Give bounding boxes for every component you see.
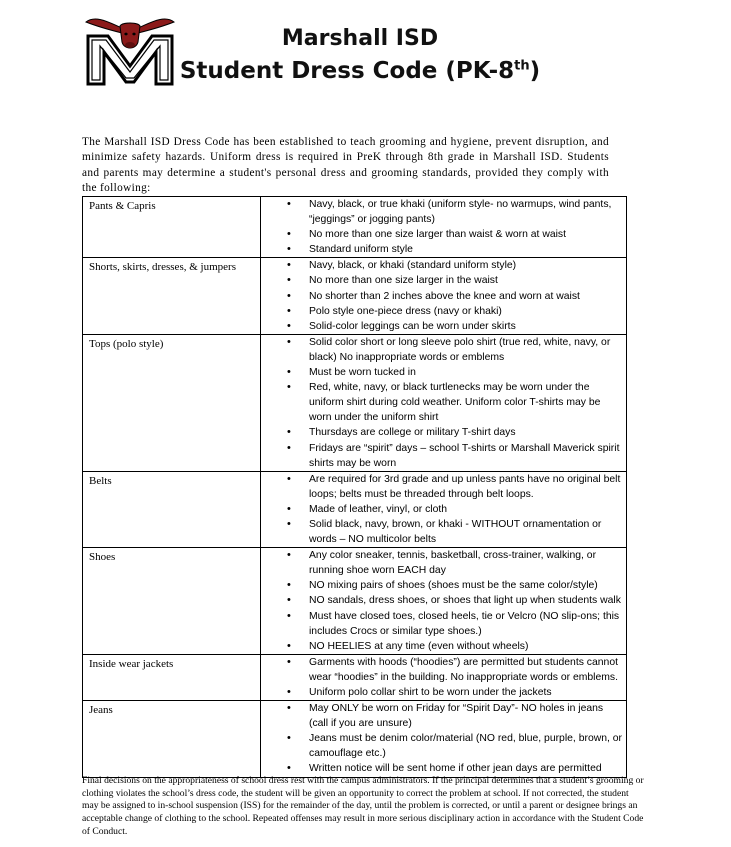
rule-items-list (261, 197, 626, 257)
rule-item: • Solid-color leggings can be worn under skirts (287, 319, 622, 334)
title-grade-superscript: th (514, 58, 530, 74)
rule-items-cell (261, 548, 627, 655)
rule-item: • Navy, black, or khaki (standard uniform style) (287, 258, 622, 273)
rule-items-cell (261, 701, 627, 777)
rule-items-list (261, 472, 626, 547)
rule-item: • Must be worn tucked in (287, 365, 622, 380)
rule-item: • Garments with hoods (“hoodies”) are permitted but students cannot wear “hoodies” in the building. No inappropriate words or emblems. (287, 655, 622, 685)
title-closing-paren: ) (529, 58, 541, 84)
rule-category: Tops (polo style) (83, 334, 261, 471)
footer-paragraph: Final decisions on the appropriateness of school dress rest with the campus administrators. If the principal determines that a student’s grooming or clothing violates the school’s dress code, the student will be given an opportunity to correct the problem at school. If not corrected, the student may be assigned to in-school suspension (ISS) for the remainder of the day, until the problem is corrected, or until a parent or designee brings an acceptable change of clothing to the school. Repeated offenses may result in more serious disciplinary action in accordance with the Student Code of Conduct. (82, 775, 644, 837)
rule-items-cell (261, 334, 627, 471)
rule-row (83, 258, 627, 334)
rule-items-cell (261, 654, 627, 700)
rule-item: • Fridays are “spirit” days – school T-shirts or Marshall Maverick spirit shirts may be worn (287, 441, 622, 471)
rule-category: Belts (83, 471, 261, 547)
title-dress-code-main: Student Dress Code (PK-8 (179, 58, 515, 84)
title-district: Marshall ISD (281, 26, 439, 51)
rule-item: • May ONLY be worn on Friday for “Spirit Day”- NO holes in jeans (call if you are unsure) (287, 701, 622, 731)
rule-row (83, 471, 627, 547)
rule-item: • Thursdays are college or military T-shirt days (287, 425, 622, 440)
rule-category: Jeans (83, 701, 261, 777)
rule-category: Inside wear jackets (83, 654, 261, 700)
rule-item: • Navy, black, or true khaki (uniform style- no warmups, wind pants, “jeggings” or jogging pants) (287, 197, 622, 227)
rule-item: • Uniform polo collar shirt to be worn under the jackets (287, 685, 622, 700)
rule-items-list (261, 258, 626, 333)
rule-item: • Written notice will be sent home if other jean days are permitted (287, 761, 622, 776)
rule-item: • Made of leather, vinyl, or cloth (287, 502, 622, 517)
rule-item: • NO HEELIES at any time (even without wheels) (287, 639, 622, 654)
rule-category: Pants & Capris (83, 197, 261, 258)
rule-item: • No shorter than 2 inches above the knee and worn at waist (287, 289, 622, 304)
rule-row (83, 548, 627, 655)
rule-items-cell (261, 258, 627, 334)
intro-paragraph: The Marshall ISD Dress Code has been established to teach grooming and hygiene, prevent disruption, and minimize safety hazards. Uniform dress is required in PreK through 8th grade in Marshall ISD. Students and parents may determine a student's personal dress and grooming standards, provided they comply with the following: (82, 136, 609, 195)
rule-row (83, 334, 627, 471)
rule-item: • Standard uniform style (287, 242, 622, 257)
rule-item: • Are required for 3rd grade and up unless pants have no original belt loops; belts must be threaded through belt loops. (287, 472, 622, 502)
dress-code-table (82, 196, 627, 778)
rule-item: • NO sandals, dress shoes, or shoes that light up when students walk (287, 593, 622, 608)
rule-item: • Red, white, navy, or black turtlenecks may be worn under the uniform shirt during cold weather. Uniform color T-shirts may be worn under the uniform shirt (287, 380, 622, 425)
rule-row (83, 654, 627, 700)
rule-item: • Must have closed toes, closed heels, tie or Velcro (NO slip-ons; this includes Crocs or similar type shoes.) (287, 609, 622, 639)
rule-items-cell (261, 471, 627, 547)
rule-item: • Solid color short or long sleeve polo shirt (true red, white, navy, or black) No inappropriate words or emblems (287, 335, 622, 365)
rule-item: • Jeans must be denim color/material (NO red, blue, purple, brown, or camouflage etc.) (287, 731, 622, 761)
rule-items-list (261, 701, 626, 776)
rule-items-cell (261, 197, 627, 258)
rule-row (83, 197, 627, 258)
rule-items-list (261, 548, 626, 654)
rule-items-list (261, 655, 626, 700)
rule-category: Shoes (83, 548, 261, 655)
rule-row (83, 701, 627, 777)
rule-items-list (261, 335, 626, 471)
rule-item: • Polo style one-piece dress (navy or khaki) (287, 304, 622, 319)
rule-item: • No more than one size larger than waist & worn at waist (287, 227, 622, 242)
rule-item: • No more than one size larger in the waist (287, 273, 622, 288)
rule-item: • Solid black, navy, brown, or khaki - WITHOUT ornamentation or words – NO multicolor belts (287, 517, 622, 547)
rule-category: Shorts, skirts, dresses, & jumpers (83, 258, 261, 334)
rule-item: • NO mixing pairs of shoes (shoes must be the same color/style) (287, 578, 622, 593)
title-dress-code (150, 58, 570, 84)
rule-item: • Any color sneaker, tennis, basketball, cross-trainer, walking, or running shoe worn EACH day (287, 548, 622, 578)
